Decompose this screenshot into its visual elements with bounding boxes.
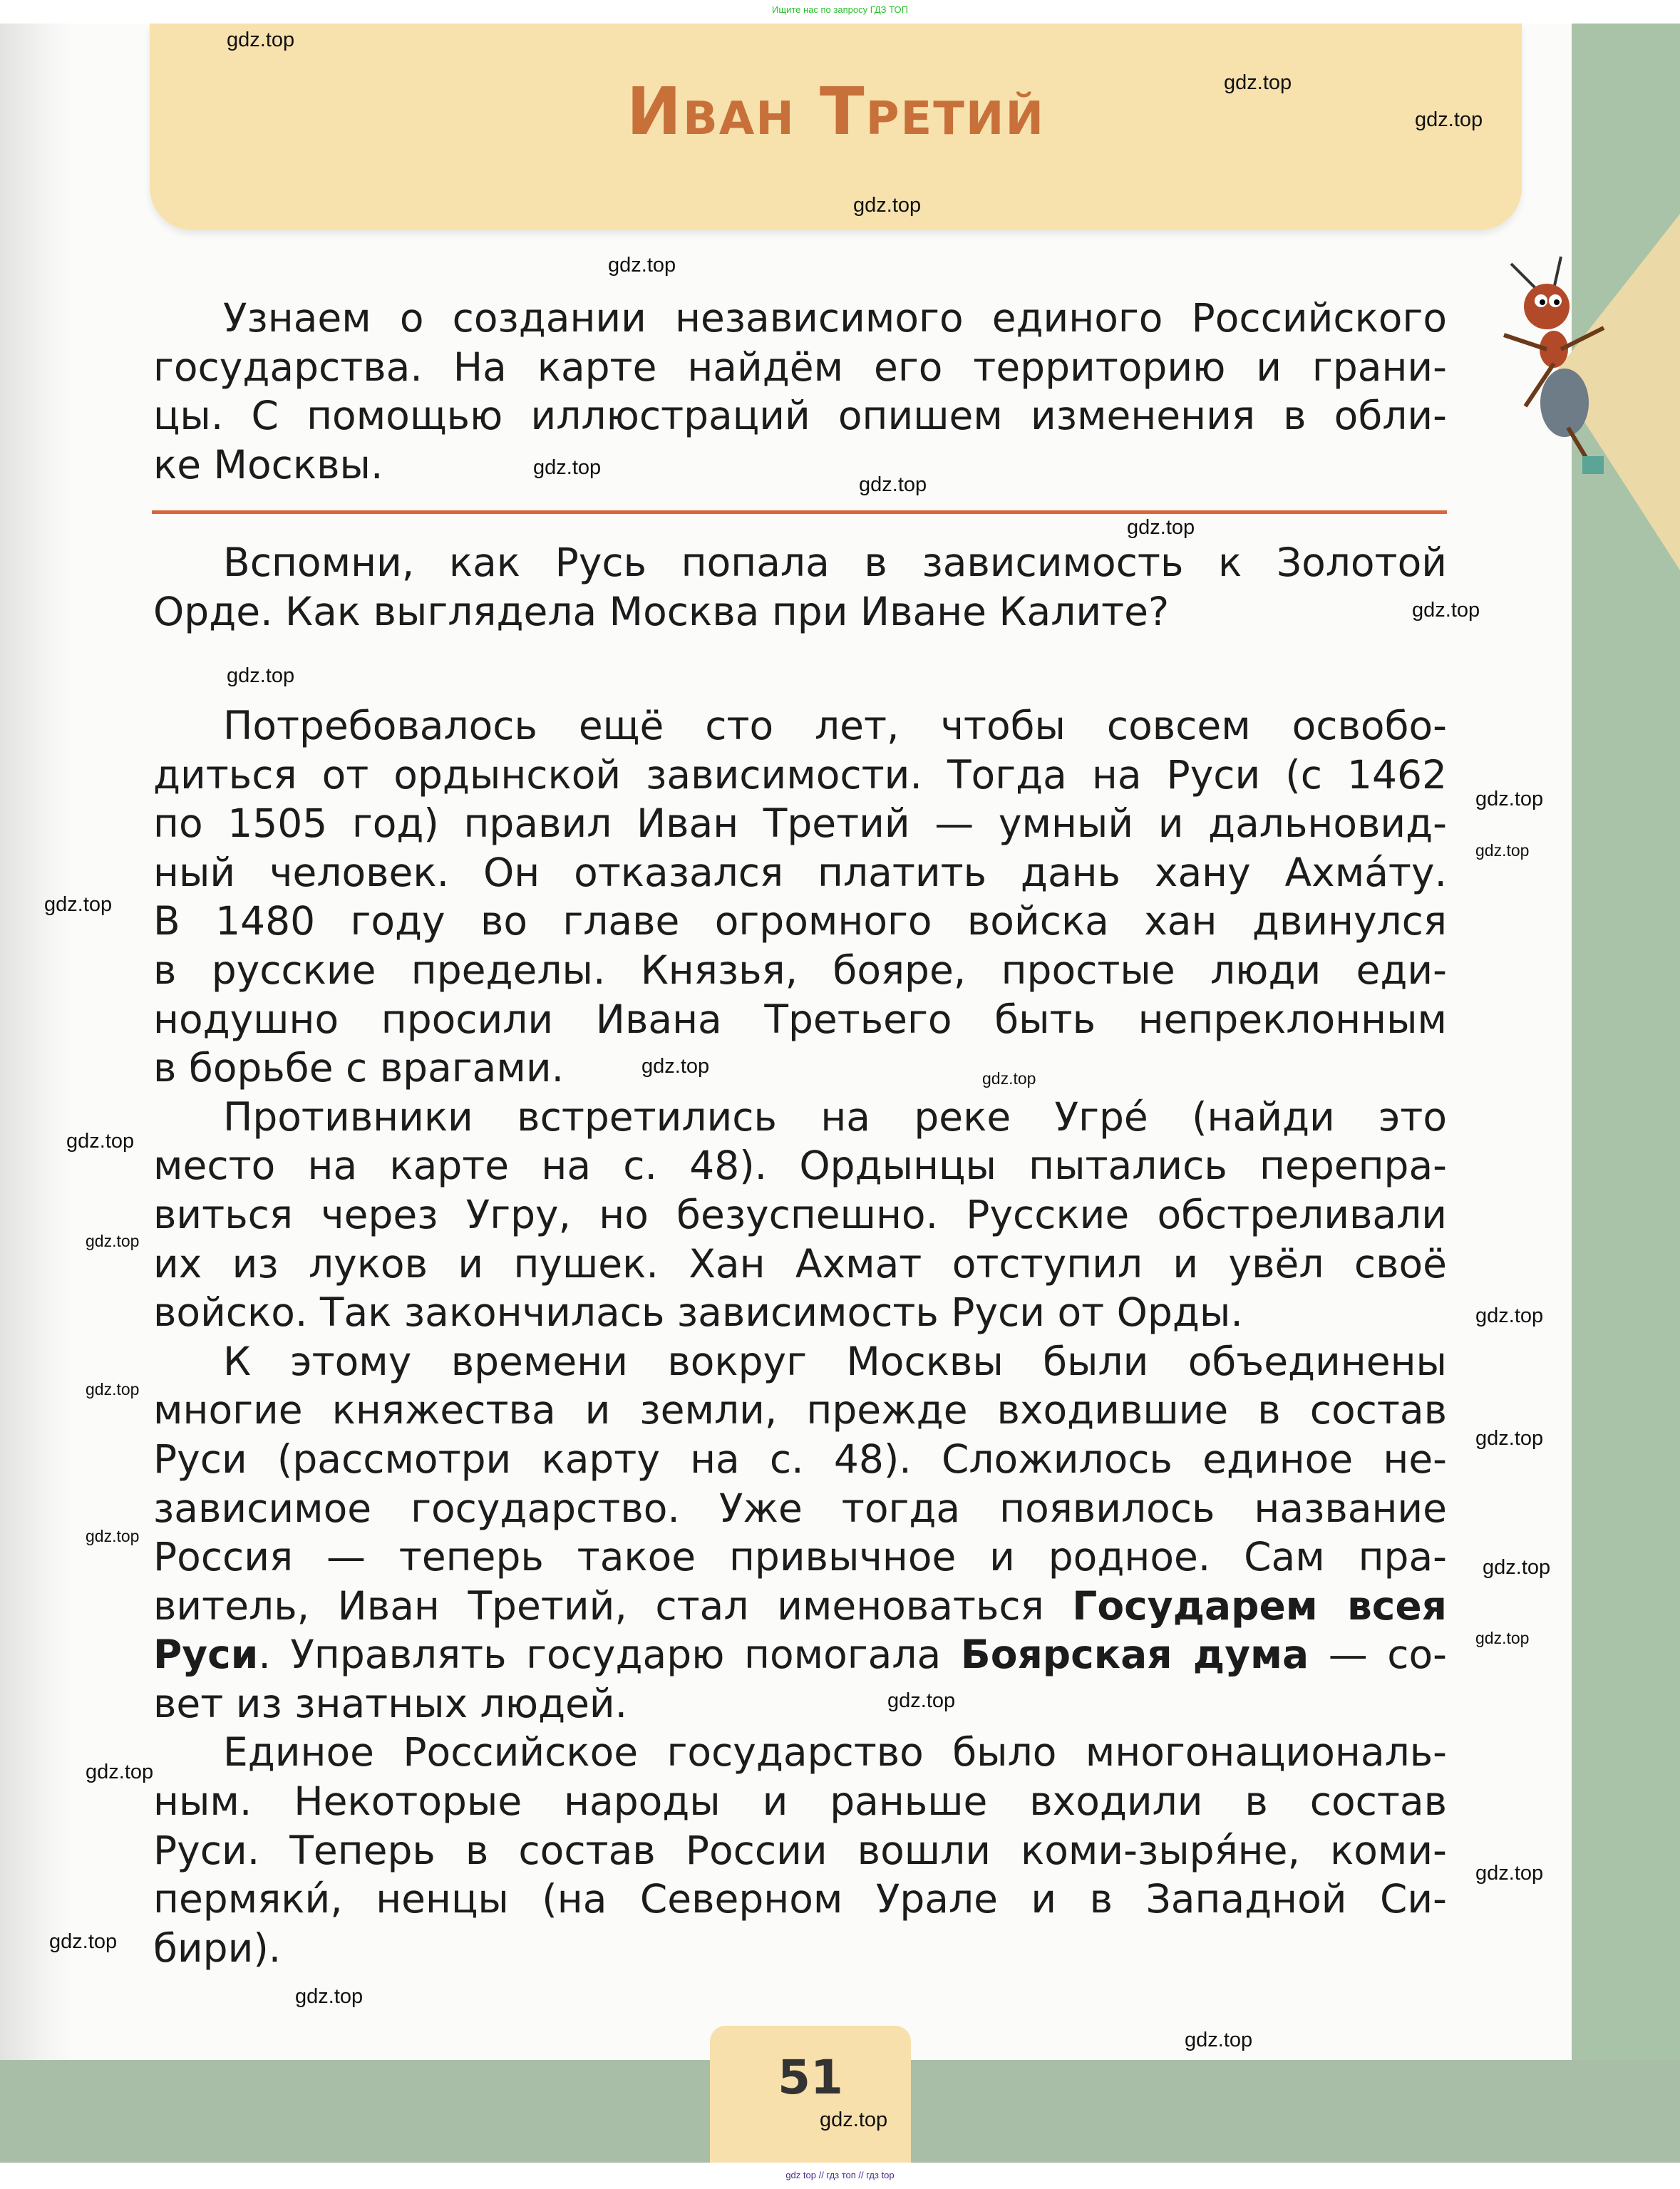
text-segment: войско. Так закончилась зависимость Руси от Орды. bbox=[153, 1289, 1243, 1336]
text-segment: Руси. Теперь в состав России вошли коми-зыря́не, коми- bbox=[153, 1827, 1447, 1873]
watermark: gdz.top bbox=[1185, 2029, 1253, 2051]
question-paragraph bbox=[153, 538, 1447, 636]
watermark: gdz.top bbox=[86, 1232, 140, 1250]
text-line bbox=[153, 848, 1447, 897]
main-text bbox=[153, 701, 1447, 1972]
text-segment: пермяки́, ненцы (на Северном Урале и в Западной Си- bbox=[153, 1876, 1447, 1922]
text-line bbox=[153, 751, 1447, 800]
watermark: gdz.top bbox=[1475, 788, 1544, 810]
text-line bbox=[153, 1875, 1447, 1924]
footer-links: gdz top // гдз топ // гдз top bbox=[785, 2170, 895, 2180]
text-segment: виться через Угру, но безуспешно. Русские обстреливали bbox=[153, 1191, 1447, 1237]
watermark: gdz.top bbox=[1475, 1427, 1544, 1450]
watermark: gdz.top bbox=[1475, 841, 1530, 860]
watermark: gdz.top bbox=[1224, 71, 1292, 94]
text-segment: Единое Российское государство было многонациональ- bbox=[223, 1729, 1447, 1776]
watermark: gdz.top bbox=[641, 1055, 710, 1078]
text-line bbox=[153, 1190, 1447, 1240]
text-line bbox=[153, 441, 1447, 490]
text-segment: бири). bbox=[153, 1925, 282, 1971]
watermark: gdz.top bbox=[982, 1069, 1036, 1088]
text-line bbox=[153, 1288, 1447, 1337]
text-line bbox=[153, 1630, 1447, 1679]
text-line bbox=[153, 1728, 1447, 1777]
watermark: gdz.top bbox=[1127, 516, 1195, 539]
page-number: 51 bbox=[778, 2050, 843, 2105]
text-segment: Вспомни, как Русь попала в зависимость к Золотой bbox=[223, 540, 1447, 585]
text-segment: Россия — теперь такое привычное и родное. Сам пра- bbox=[153, 1534, 1447, 1580]
watermark: gdz.top bbox=[853, 194, 922, 217]
page-title: Иван Третий bbox=[626, 73, 1046, 150]
text-line bbox=[153, 1240, 1447, 1289]
text-line bbox=[153, 294, 1447, 343]
text-line bbox=[153, 391, 1447, 441]
text-line bbox=[153, 897, 1447, 946]
watermark: gdz.top bbox=[1475, 1304, 1544, 1327]
text-line bbox=[153, 1826, 1447, 1875]
text-segment: ный человек. Он отказался платить дань хану Ахма́ту. bbox=[153, 849, 1447, 895]
bold-term: Государем всея bbox=[1072, 1582, 1447, 1629]
watermark: gdz.top bbox=[86, 1761, 154, 1783]
text-segment: витель, Иван Третий, стал именоваться bbox=[153, 1582, 1073, 1629]
text-segment: Орде. Как выглядела Москва при Иване Калите? bbox=[153, 588, 1170, 634]
text-segment: государства. На карте найдём его территорию и грани- bbox=[153, 344, 1447, 390]
text-line bbox=[153, 587, 1447, 637]
text-segment: В 1480 году во главе огромного войска хан двинулся bbox=[153, 898, 1447, 944]
watermark: gdz.top bbox=[49, 1930, 118, 1953]
watermark: gdz.top bbox=[227, 29, 295, 51]
text-segment: диться от ордынской зависимости. Тогда на Руси (с 1462 bbox=[153, 751, 1447, 798]
watermark: gdz.top bbox=[608, 254, 676, 277]
text-line bbox=[153, 799, 1447, 848]
text-line bbox=[153, 538, 1447, 587]
text-line bbox=[153, 1141, 1447, 1190]
text-segment: Потребовалось ещё сто лет, чтобы совсем освобо- bbox=[223, 703, 1447, 748]
text-line bbox=[153, 1777, 1447, 1826]
text-segment: ным. Некоторые народы и раньше входили в состав bbox=[153, 1778, 1447, 1825]
watermark: gdz.top bbox=[533, 456, 602, 479]
text-segment: в борьбе с врагами. bbox=[153, 1045, 565, 1091]
text-line bbox=[153, 1044, 1447, 1093]
watermark: gdz.top bbox=[44, 893, 113, 916]
watermark: gdz.top bbox=[86, 1380, 140, 1399]
watermark: gdz.top bbox=[1415, 108, 1483, 131]
text-segment: вет из знатных людей. bbox=[153, 1680, 628, 1726]
text-segment: ке Москвы. bbox=[153, 441, 383, 488]
text-line bbox=[153, 1435, 1447, 1484]
text-line bbox=[153, 995, 1447, 1044]
ant-illustration-icon bbox=[1497, 249, 1639, 478]
text-segment: их из луков и пушек. Хан Ахмат отступил и увёл своё bbox=[153, 1240, 1447, 1287]
text-segment: . Управлять государю помогала bbox=[258, 1632, 961, 1678]
text-line bbox=[153, 946, 1447, 995]
bold-term: Боярская дума bbox=[960, 1632, 1309, 1678]
text-line bbox=[153, 343, 1447, 392]
intro-paragraph bbox=[153, 294, 1447, 489]
watermark: gdz.top bbox=[1483, 1556, 1551, 1579]
page-number-tab bbox=[710, 2026, 911, 2163]
section-divider bbox=[152, 510, 1447, 514]
text-segment: место на карте на с. 48). Ордынцы пытались перепра- bbox=[153, 1143, 1447, 1189]
text-line bbox=[153, 701, 1447, 751]
text-line bbox=[153, 1679, 1447, 1729]
text-segment: Узнаем о создании независимого единого Российского bbox=[223, 295, 1447, 341]
watermark: gdz.top bbox=[859, 473, 927, 496]
text-line bbox=[153, 1582, 1447, 1631]
title-banner bbox=[150, 24, 1522, 230]
text-line bbox=[153, 1484, 1447, 1533]
watermark: gdz.top bbox=[887, 1689, 956, 1712]
text-segment: — со- bbox=[1309, 1632, 1448, 1678]
text-line bbox=[153, 1337, 1447, 1386]
bold-term: Руси bbox=[153, 1632, 259, 1678]
watermark: gdz.top bbox=[820, 2108, 888, 2131]
watermark: gdz.top bbox=[86, 1527, 140, 1545]
watermark: gdz.top bbox=[1475, 1629, 1530, 1647]
watermark: gdz.top bbox=[1412, 599, 1480, 622]
text-segment: в русские пределы. Князья, бояре, простые люди еди- bbox=[153, 947, 1447, 993]
text-line bbox=[153, 1924, 1447, 1973]
top-note: Ищите нас по запросу ГДЗ ТОП bbox=[772, 4, 908, 15]
text-segment: К этому времени вокруг Москвы были объединены bbox=[223, 1338, 1447, 1384]
watermark: gdz.top bbox=[1475, 1862, 1544, 1885]
text-segment: нодушно просили Ивана Третьего быть непреклонным bbox=[153, 996, 1447, 1042]
text-segment: Противники встретились на реке Угре́ (найди это bbox=[223, 1093, 1447, 1140]
text-segment: зависимое государство. Уже тогда появилось название bbox=[153, 1485, 1447, 1531]
watermark: gdz.top bbox=[66, 1130, 135, 1153]
text-line bbox=[153, 1386, 1447, 1435]
text-line bbox=[153, 1533, 1447, 1582]
page-gutter bbox=[0, 24, 71, 2151]
text-segment: цы. С помощью иллюстраций опишем изменения в обли- bbox=[153, 393, 1447, 439]
text-segment: многие княжества и земли, прежде входившие в состав bbox=[153, 1387, 1447, 1433]
text-line bbox=[153, 1093, 1447, 1142]
watermark: gdz.top bbox=[227, 664, 295, 687]
watermark: gdz.top bbox=[295, 1985, 364, 2008]
text-segment: Руси (рассмотри карту на с. 48). Сложилось единое не- bbox=[153, 1436, 1447, 1482]
text-segment: по 1505 год) правил Иван Третий — умный и дальновид- bbox=[153, 800, 1447, 847]
